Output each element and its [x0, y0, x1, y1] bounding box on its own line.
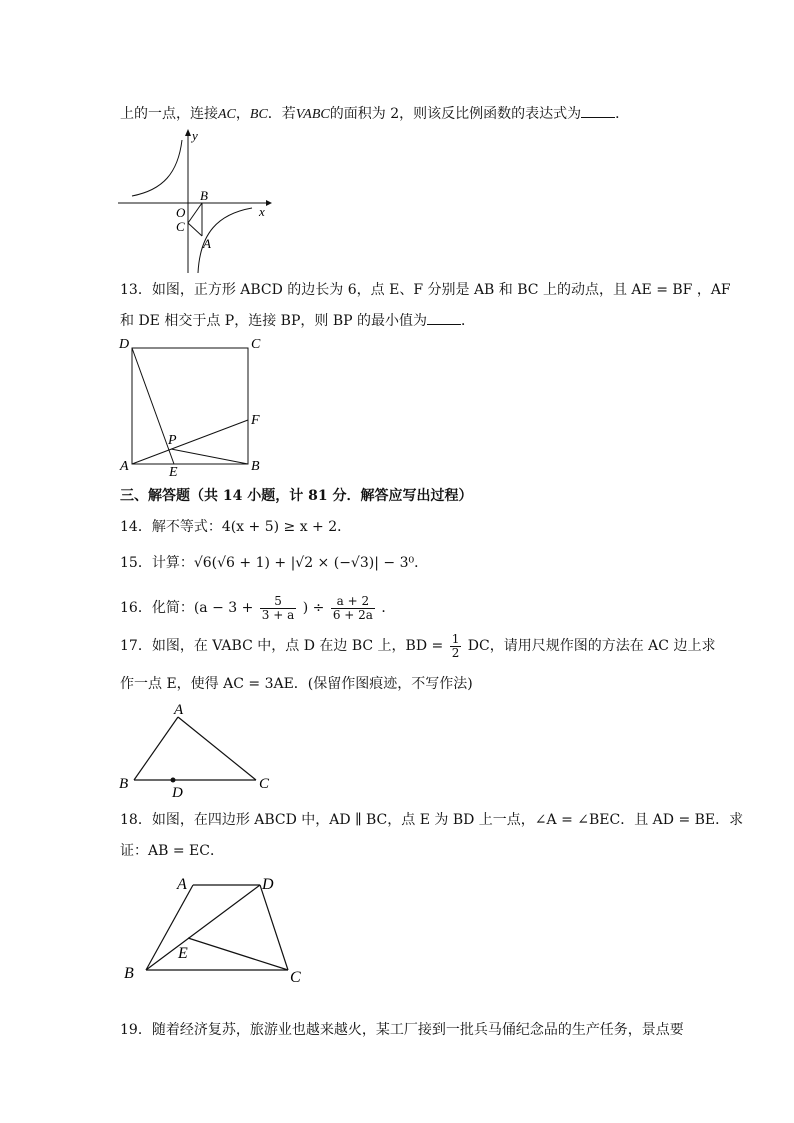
q12-text: 上的一点，连接AC，BC．若VABC的面积为 2，则该反比例函数的表达式为 ．: [120, 106, 630, 122]
fraction: $\frac{a + 2}{6 + 2a}$: [332, 593, 373, 622]
answer-blank: [581, 105, 615, 118]
point-p-label: P: [168, 433, 177, 448]
q16-text: 16．化简：(a − 3 + $\frac{5}{3 + a}$ ) ÷ $\frac{a + 2}{6 + 2a}$ ．: [120, 593, 396, 622]
fraction: $\frac{5}{3 + a}$: [261, 593, 295, 622]
q18-line1: 18．如图，在四边形 ABCD 中，AD ∥ BC，点 E 为 BD 上一点，∠A = ∠BEC．且 AD = BE．求: [120, 812, 744, 828]
q18-line2: 证：AB = EC．: [120, 843, 224, 859]
point-b-label: B: [200, 188, 208, 203]
vertex-c-label: C: [290, 969, 301, 986]
vertex-d-label: D: [262, 876, 274, 893]
vertex-a-label: A: [174, 702, 184, 718]
point-e-label: E: [178, 945, 188, 962]
q13-square-figure: [118, 336, 268, 478]
vertex-d-label: D: [119, 337, 130, 352]
point-a-label: A: [203, 236, 211, 251]
q17-line1: 17．如图，在 VABC 中，点 D 在边 BC 上，BD = $\frac{1}{2}$ DC，请用尺规作图的方法在 AC 边上求: [120, 631, 716, 660]
q18-quadrilateral-figure: [118, 870, 318, 990]
vertex-c-label: C: [259, 776, 270, 792]
q12-hyperbola-figure: [118, 128, 278, 278]
vertex-b-label: B: [251, 459, 260, 474]
vertex-b-label: B: [119, 776, 129, 792]
point-c-label: C: [176, 219, 185, 234]
q17-triangle-figure: [116, 700, 286, 801]
fraction: $\frac{1}{2}$: [451, 631, 460, 660]
q13-line2: 和 DE 相交于点 P，连接 BP，则 BP 的最小值为 ．: [120, 313, 475, 329]
vertex-c-label: C: [251, 337, 261, 352]
vertex-a-label: A: [177, 876, 187, 893]
q14-text: 14．解不等式：4(x + 5) ≥ x + 2．: [120, 519, 352, 535]
vertex-a-label: A: [120, 459, 129, 474]
q15-text: 15．计算：√6(√6 + 1) + |√2 × (−√3)| − 3⁰．: [120, 555, 429, 571]
section-heading: 三、解答题（共 14 小题，计 81 分．解答应写出过程）: [120, 488, 473, 504]
y-axis-label: y: [192, 128, 198, 143]
answer-blank: [427, 312, 461, 325]
q13-line1: 13．如图，正方形 ABCD 的边长为 6，点 E、F 分别是 AB 和 BC 上的动点，且 AE = BF ，AF: [120, 282, 731, 298]
q17-line2: 作一点 E，使得 AC = 3AE．(保留作图痕迹，不写作法): [120, 676, 473, 692]
x-axis-label: x: [259, 204, 265, 219]
vertex-b-label: B: [124, 965, 134, 982]
q19-text: 19．随着经济复苏，旅游业也越来越火，某工厂接到一批兵马俑纪念品的生产任务，景点要: [120, 1022, 684, 1038]
point-e-label: E: [169, 465, 178, 480]
origin-label: O: [176, 205, 186, 220]
point-d-label: D: [172, 785, 183, 801]
point-f-label: F: [251, 413, 260, 428]
